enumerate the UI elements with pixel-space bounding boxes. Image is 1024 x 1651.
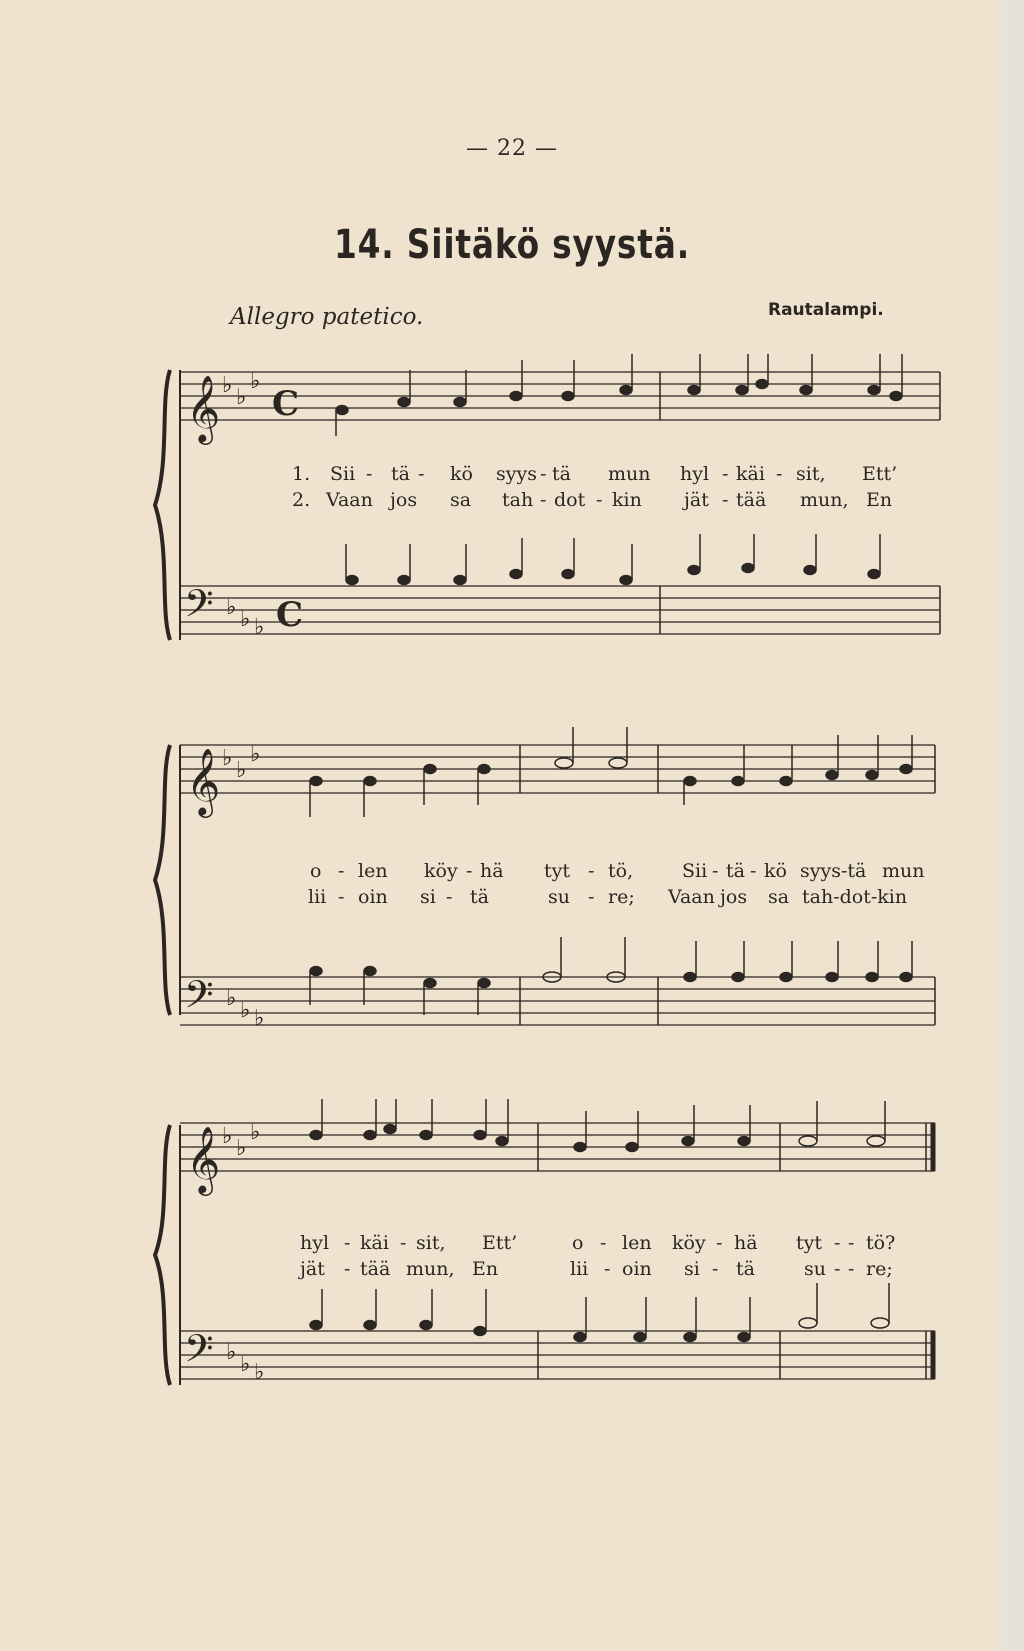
music-system-1 xyxy=(0,340,1024,680)
lyric-syllable: jät xyxy=(300,1258,325,1280)
lyric-syllable: tää xyxy=(736,489,767,511)
lyric-syllable: - xyxy=(588,886,595,908)
lyric-syllable: lii xyxy=(570,1258,589,1280)
lyric-syllable: - xyxy=(588,860,595,882)
lyric-syllable: - xyxy=(834,1232,841,1254)
lyric-syllable: tää xyxy=(360,1258,391,1280)
svg-text:♭: ♭ xyxy=(250,369,261,394)
lyric-syllable: - xyxy=(446,886,453,908)
page-number: — 22 — xyxy=(466,136,558,161)
verse-1-line-2 xyxy=(0,860,1024,886)
lyric-syllable: oin xyxy=(358,886,388,908)
svg-text:C: C xyxy=(272,384,300,424)
song-title-text: Siitäkö syystä. xyxy=(406,222,691,268)
lyric-syllable: si xyxy=(420,886,436,908)
lyric-syllable: tä xyxy=(470,886,489,908)
verse-2-line-3 xyxy=(0,1258,1024,1284)
lyric-syllable: En xyxy=(866,489,893,511)
svg-text:♭: ♭ xyxy=(226,986,237,1011)
verse-2-line-2 xyxy=(0,886,1024,912)
lyric-syllable: Sii xyxy=(682,860,708,882)
lyric-syllable: tah xyxy=(502,489,534,511)
song-number: 14. xyxy=(333,222,395,268)
svg-text:♭: ♭ xyxy=(222,746,233,771)
svg-text:♭: ♭ xyxy=(236,1136,247,1161)
lyric-syllable: kin xyxy=(612,489,642,511)
lyric-syllable: - xyxy=(750,860,757,882)
lyric-syllable: - xyxy=(344,1258,351,1280)
lyric-syllable: o xyxy=(310,860,322,882)
lyric-syllable: köy xyxy=(672,1232,706,1254)
lyric-syllable: - xyxy=(722,463,729,485)
svg-text:♭: ♭ xyxy=(254,615,265,640)
lyric-syllable: lii xyxy=(308,886,327,908)
lyric-syllable: - xyxy=(338,860,345,882)
lyric-syllable: sa xyxy=(450,489,472,511)
lyric-syllable: oin xyxy=(622,1258,652,1280)
lyric-syllable: käi xyxy=(736,463,765,485)
svg-text:♭: ♭ xyxy=(254,1360,265,1385)
song-origin: Rautalampi. xyxy=(768,300,884,320)
lyric-syllable: re; xyxy=(608,886,635,908)
music-system-3 xyxy=(0,1075,1024,1415)
lyric-syllable: tö? xyxy=(866,1232,896,1254)
lyric-syllable: - xyxy=(344,1232,351,1254)
lyric-syllable: - xyxy=(776,463,783,485)
lyric-syllable: tä xyxy=(726,860,745,882)
music-system-2 xyxy=(0,705,1024,1045)
lyric-syllable: jos xyxy=(720,886,748,908)
svg-text:♭: ♭ xyxy=(236,385,247,410)
svg-text:♭: ♭ xyxy=(254,1006,265,1031)
svg-text:♭: ♭ xyxy=(250,1120,261,1145)
lyric-syllable: mun, xyxy=(800,489,849,511)
lyric-syllable: kö xyxy=(764,860,787,882)
lyric-syllable: Vaan xyxy=(326,489,373,511)
lyric-syllable: hyl xyxy=(680,463,710,485)
lyric-syllable: En xyxy=(472,1258,499,1280)
svg-text:𝄞: 𝄞 xyxy=(186,1125,221,1193)
lyric-syllable: käi xyxy=(360,1232,389,1254)
lyric-syllable: tä xyxy=(552,463,571,485)
lyric-syllable: - xyxy=(400,1232,407,1254)
lyric-syllable: sit, xyxy=(416,1232,446,1254)
lyric-syllable: syys xyxy=(496,463,537,485)
svg-text:♭: ♭ xyxy=(240,998,251,1023)
lyric-syllable: - xyxy=(712,1258,719,1280)
lyric-syllable: - xyxy=(848,1258,855,1280)
svg-text:C: C xyxy=(276,595,304,635)
lyric-syllable: mun, xyxy=(406,1258,455,1280)
lyric-syllable: su xyxy=(804,1258,826,1280)
svg-text:𝄢: 𝄢 xyxy=(184,581,214,635)
lyric-syllable: - xyxy=(540,489,547,511)
svg-text:♭: ♭ xyxy=(226,595,237,620)
lyric-syllable: jät xyxy=(684,489,709,511)
lyric-syllable: - xyxy=(466,860,473,882)
svg-text:♭: ♭ xyxy=(226,1340,237,1365)
lyric-syllable: Vaan xyxy=(668,886,715,908)
lyric-syllable: - xyxy=(596,489,603,511)
lyric-syllable: re; xyxy=(866,1258,893,1280)
lyric-syllable: o xyxy=(572,1232,584,1254)
lyric-syllable: su xyxy=(548,886,570,908)
lyric-syllable: Ett’ xyxy=(482,1232,518,1254)
svg-text:♭: ♭ xyxy=(240,1352,251,1377)
lyric-syllable: tah-dot-kin xyxy=(802,886,908,908)
svg-text:𝄢: 𝄢 xyxy=(184,1326,214,1380)
lyric-syllable: - xyxy=(722,489,729,511)
lyric-syllable: hä xyxy=(480,860,504,882)
lyric-syllable: mun xyxy=(608,463,651,485)
lyric-syllable: - xyxy=(366,463,373,485)
lyric-syllable: - xyxy=(604,1258,611,1280)
lyric-syllable: 1. xyxy=(292,463,311,485)
svg-text:𝄢: 𝄢 xyxy=(184,972,214,1026)
lyric-syllable: sit, xyxy=(796,463,826,485)
svg-text:𝄞: 𝄞 xyxy=(186,747,221,815)
lyric-syllable: kö xyxy=(450,463,473,485)
svg-text:♭: ♭ xyxy=(222,373,233,398)
lyric-syllable: sa xyxy=(768,886,790,908)
lyric-syllable: Sii xyxy=(330,463,356,485)
lyric-syllable: tyt xyxy=(796,1232,823,1254)
verse-1-line-1 xyxy=(0,463,1024,489)
lyric-syllable: dot xyxy=(554,489,586,511)
lyric-syllable: si xyxy=(684,1258,700,1280)
lyric-syllable: mun xyxy=(882,860,925,882)
lyric-syllable: tyt xyxy=(544,860,571,882)
lyric-syllable: 2. xyxy=(292,489,311,511)
svg-text:♭: ♭ xyxy=(240,607,251,632)
lyric-syllable: hä xyxy=(734,1232,758,1254)
lyric-syllable: - xyxy=(712,860,719,882)
lyric-syllable: tä xyxy=(391,463,410,485)
lyric-syllable: - xyxy=(600,1232,607,1254)
lyric-syllable: Ett’ xyxy=(862,463,898,485)
verse-2-line-1 xyxy=(0,489,1024,515)
lyric-syllable: syys-tä xyxy=(800,860,867,882)
lyric-syllable: hyl xyxy=(300,1232,330,1254)
lyric-syllable: jos xyxy=(390,489,418,511)
lyric-syllable: köy xyxy=(424,860,458,882)
lyric-syllable: - xyxy=(834,1258,841,1280)
lyric-syllable: - xyxy=(338,886,345,908)
tempo-marking: Allegro patetico. xyxy=(230,304,424,330)
lyric-syllable: tä xyxy=(736,1258,755,1280)
svg-text:𝄞: 𝄞 xyxy=(186,374,221,442)
lyric-syllable: len xyxy=(358,860,388,882)
lyric-syllable: - xyxy=(540,463,547,485)
lyric-syllable: - xyxy=(418,463,425,485)
svg-text:♭: ♭ xyxy=(250,742,261,767)
lyric-syllable: len xyxy=(622,1232,652,1254)
song-title xyxy=(92,222,932,268)
svg-text:♭: ♭ xyxy=(222,1124,233,1149)
svg-text:♭: ♭ xyxy=(236,758,247,783)
lyric-syllable: - xyxy=(848,1232,855,1254)
lyric-syllable: - xyxy=(716,1232,723,1254)
verse-1-line-3 xyxy=(0,1232,1024,1258)
lyric-syllable: tö, xyxy=(608,860,634,882)
